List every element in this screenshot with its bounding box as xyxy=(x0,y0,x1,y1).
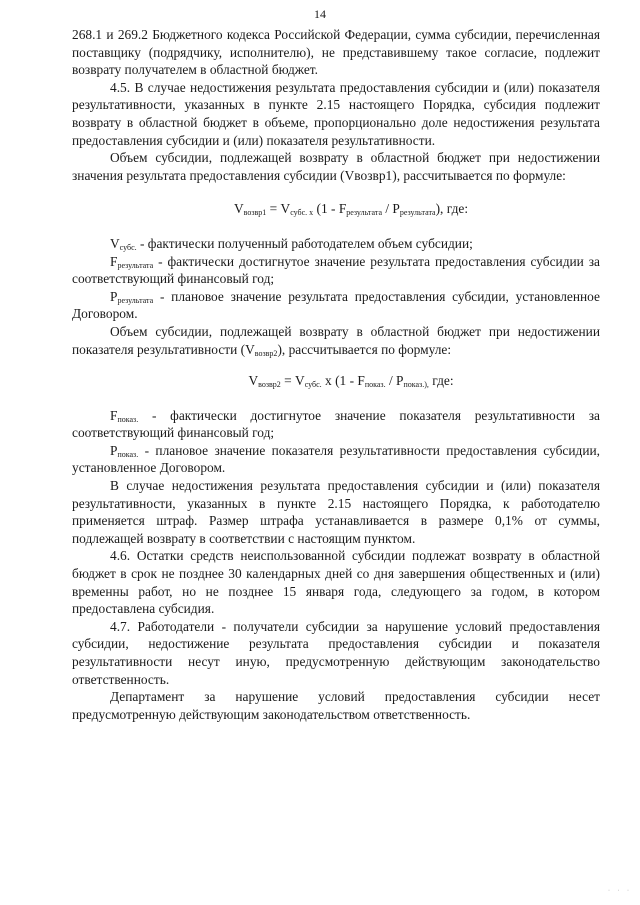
formula-1: $V_{возвр1} = V_{субс. х}$ $(1 - F_{результата} / P_{результата})$, где: xyxy=(233,201,469,218)
formula-2: $V_{возвр2} = V_{субс.}$ х ($1 - F_{показ.} / P_{показ.),}$ где: xyxy=(248,373,454,390)
definition-p-result: $P_{результата}$ - плановое значение результата предоставления субсидии, установленное Договором. xyxy=(72,288,600,322)
paragraph-volume-1: Объем субсидии, подлежащей возврату в областной бюджет при недостижении значения результата предоставления субсидии (Vвозвр1), рассчитывается по формуле: xyxy=(72,150,600,183)
paragraph-4-5: 4.5. В случае недостижения результата предоставления субсидии и (или) показателя результативности, указанных в пункте 2.15 настоящего Порядка, субсидия подлежит возврату в областной бюджет в объеме, пропорционально доле недостижения результата предоставления субсидии и (или) показателя результативности. xyxy=(72,79,600,148)
paragraph-4-6: 4.6. Остатки средств неиспользованной субсидии подлежат возврату в областной бюджет в срок не позднее 30 календарных дней со дня завершения общественных и (или) временны работ, но не позднее 15 января года, следующего за годом, в котором предоставлена субсидия. xyxy=(72,548,600,617)
definition-v-subs: $V_{субс.}$ - фактически полученный работодателем объем субсидии; xyxy=(110,235,473,252)
paragraph-penalty: В случае недостижения результата предоставления субсидии и (или) показателя результативности, указанных в пункте 2.15 настоящего Порядка, к работодателю применяется штраф. Размер штрафа устанавливается в размере 0,1% от суммы, подлежащей возврату в соответствии с настоящим пунктом. xyxy=(72,478,600,546)
definition-f-result: $F_{результата}$ - фактически достигнутое значение результата предоставления субсидии за соответствующий финансовый год; xyxy=(72,253,600,287)
page-content xyxy=(72,26,600,723)
scan-corner-mark: · · · xyxy=(608,888,632,895)
paragraph-4-7: 4.7. Работодатели - получатели субсидии за нарушение условий предоставления субсидии, недостижение результата предоставления субсидии и показателя результативности несут иную, предусмотренную действующим законодательство ответственность. xyxy=(72,618,600,687)
definition-p-indicator: $P_{показ.}$ - плановое значение показателя результативности предоставления субсидии, установленное Договором. xyxy=(72,442,600,476)
page-number: 14 xyxy=(314,7,326,21)
paragraph-continuation: 268.1 и 269.2 Бюджетного кодекса Российской Федерации, сумма субсидии, перечисленная поставщику (подрядчику, исполнителю), не представившему такое согласие, подлежит возврату получателем в областной бюджет. xyxy=(72,27,600,78)
paragraph-department: Департамент за нарушение условий предоставления субсидии несет предусмотренную действующим законодательством ответственность. xyxy=(72,689,600,722)
paragraph-volume-2: Объем субсидии, подлежащей возврату в областной бюджет при недостижении показателя результативности $(V_{возвр2})$, рассчитывается по формуле: xyxy=(72,323,600,358)
definition-f-indicator: $F_{показ.}$ - фактически достигнутое значение показателя результативности за соответствующий финансовый год; xyxy=(72,407,600,441)
